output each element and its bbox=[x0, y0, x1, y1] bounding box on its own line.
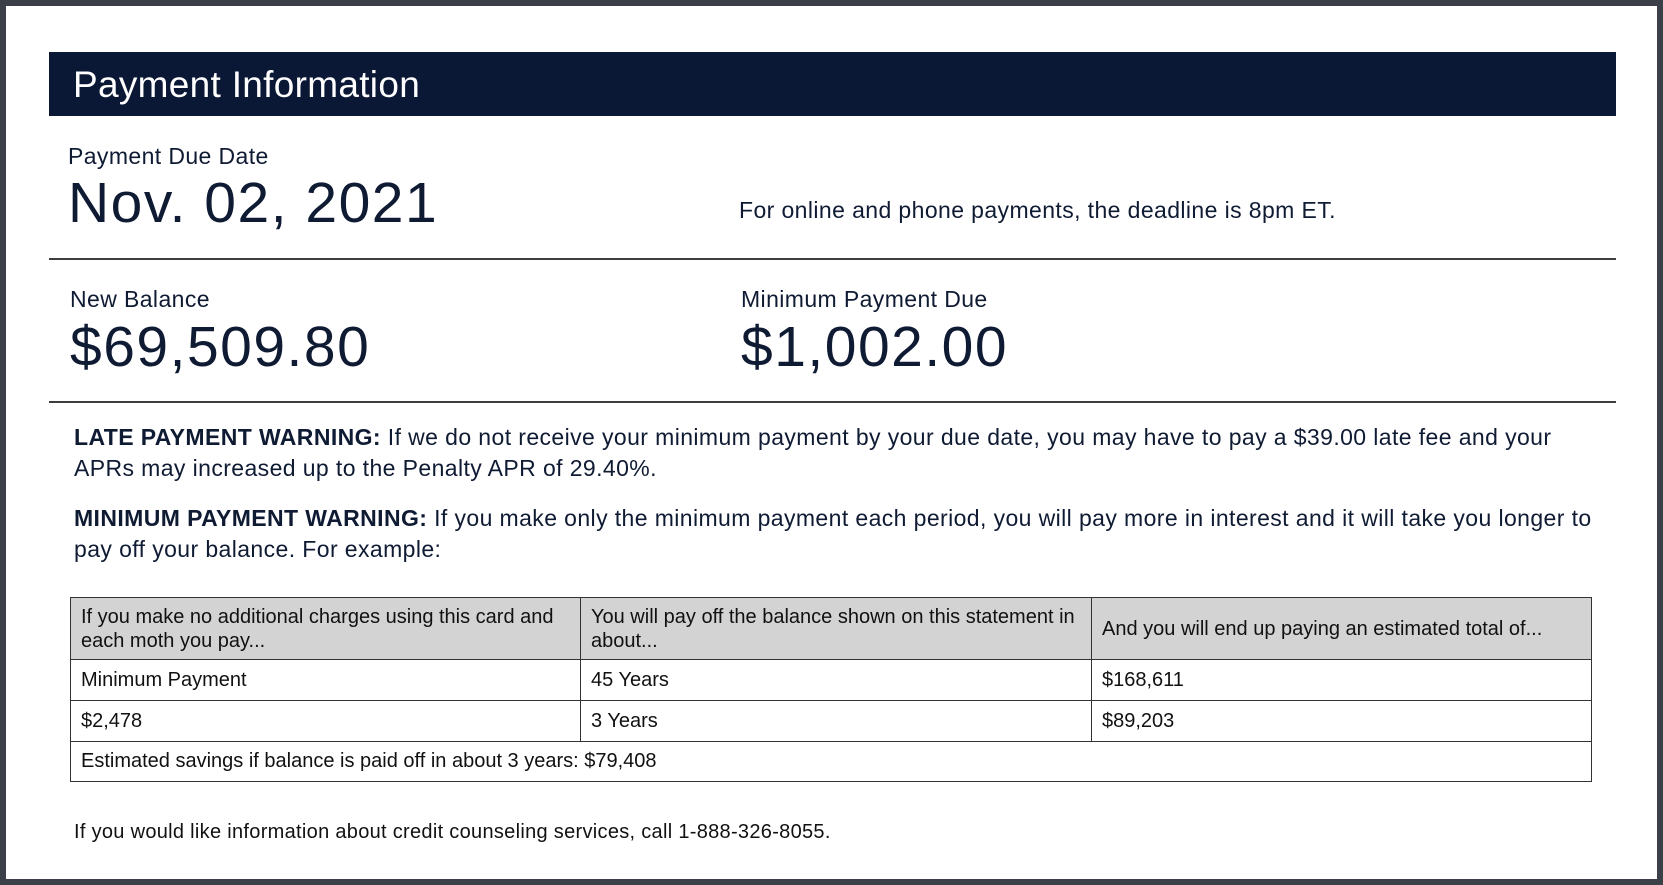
table-row bbox=[71, 701, 1592, 742]
min-payment-value: $1,002.00 bbox=[741, 315, 1009, 379]
table-cell: $89,203 bbox=[1092, 701, 1592, 742]
payoff-table bbox=[70, 597, 1592, 782]
late-warning-text: If we do not receive your minimum payment by your due date, you may have to pay a $39.00 late fee and your APRs may increased up to the Penalty APR of 29.40%. bbox=[74, 424, 1552, 481]
min-payment-label: Minimum Payment Due bbox=[741, 286, 988, 312]
column-header: If you make no additional charges using this card and each moth you pay... bbox=[71, 598, 581, 660]
table-cell: Minimum Payment bbox=[71, 660, 581, 701]
min-warning-title: MINIMUM PAYMENT WARNING: bbox=[74, 505, 428, 531]
credit-counseling-note: If you would like information about credit counseling services, call 1-888-326-8055. bbox=[74, 821, 831, 843]
new-balance-label: New Balance bbox=[70, 286, 210, 312]
table-cell: $2,478 bbox=[71, 701, 581, 742]
table-row bbox=[71, 660, 1592, 701]
table-cell: 45 Years bbox=[581, 660, 1092, 701]
section-title: Payment Information bbox=[73, 64, 421, 105]
column-header: You will pay off the balance shown on this statement in about... bbox=[581, 598, 1092, 660]
minimum-payment-warning bbox=[74, 503, 1594, 565]
late-warning-title: LATE PAYMENT WARNING: bbox=[74, 424, 381, 450]
late-payment-warning bbox=[74, 422, 1594, 484]
table-cell: $168,611 bbox=[1092, 660, 1592, 701]
deadline-note: For online and phone payments, the deadline is 8pm ET. bbox=[739, 197, 1336, 223]
divider bbox=[49, 258, 1616, 260]
due-date-label: Payment Due Date bbox=[68, 143, 269, 169]
table-cell: 3 Years bbox=[581, 701, 1092, 742]
divider bbox=[49, 401, 1616, 403]
savings-cell: Estimated savings if balance is paid off in about 3 years: $79,408 bbox=[71, 742, 1592, 782]
savings-row bbox=[71, 742, 1592, 782]
due-date-value: Nov. 02, 2021 bbox=[68, 171, 439, 235]
new-balance-value: $69,509.80 bbox=[70, 315, 371, 379]
statement-panel bbox=[6, 6, 1657, 879]
section-header bbox=[49, 52, 1616, 116]
min-warning-text: If you make only the minimum payment each period, you will pay more in interest and it will take you longer to pay off your balance. For example: bbox=[74, 505, 1592, 562]
column-header: And you will end up paying an estimated total of... bbox=[1092, 598, 1592, 660]
table-header-row bbox=[71, 598, 1592, 660]
